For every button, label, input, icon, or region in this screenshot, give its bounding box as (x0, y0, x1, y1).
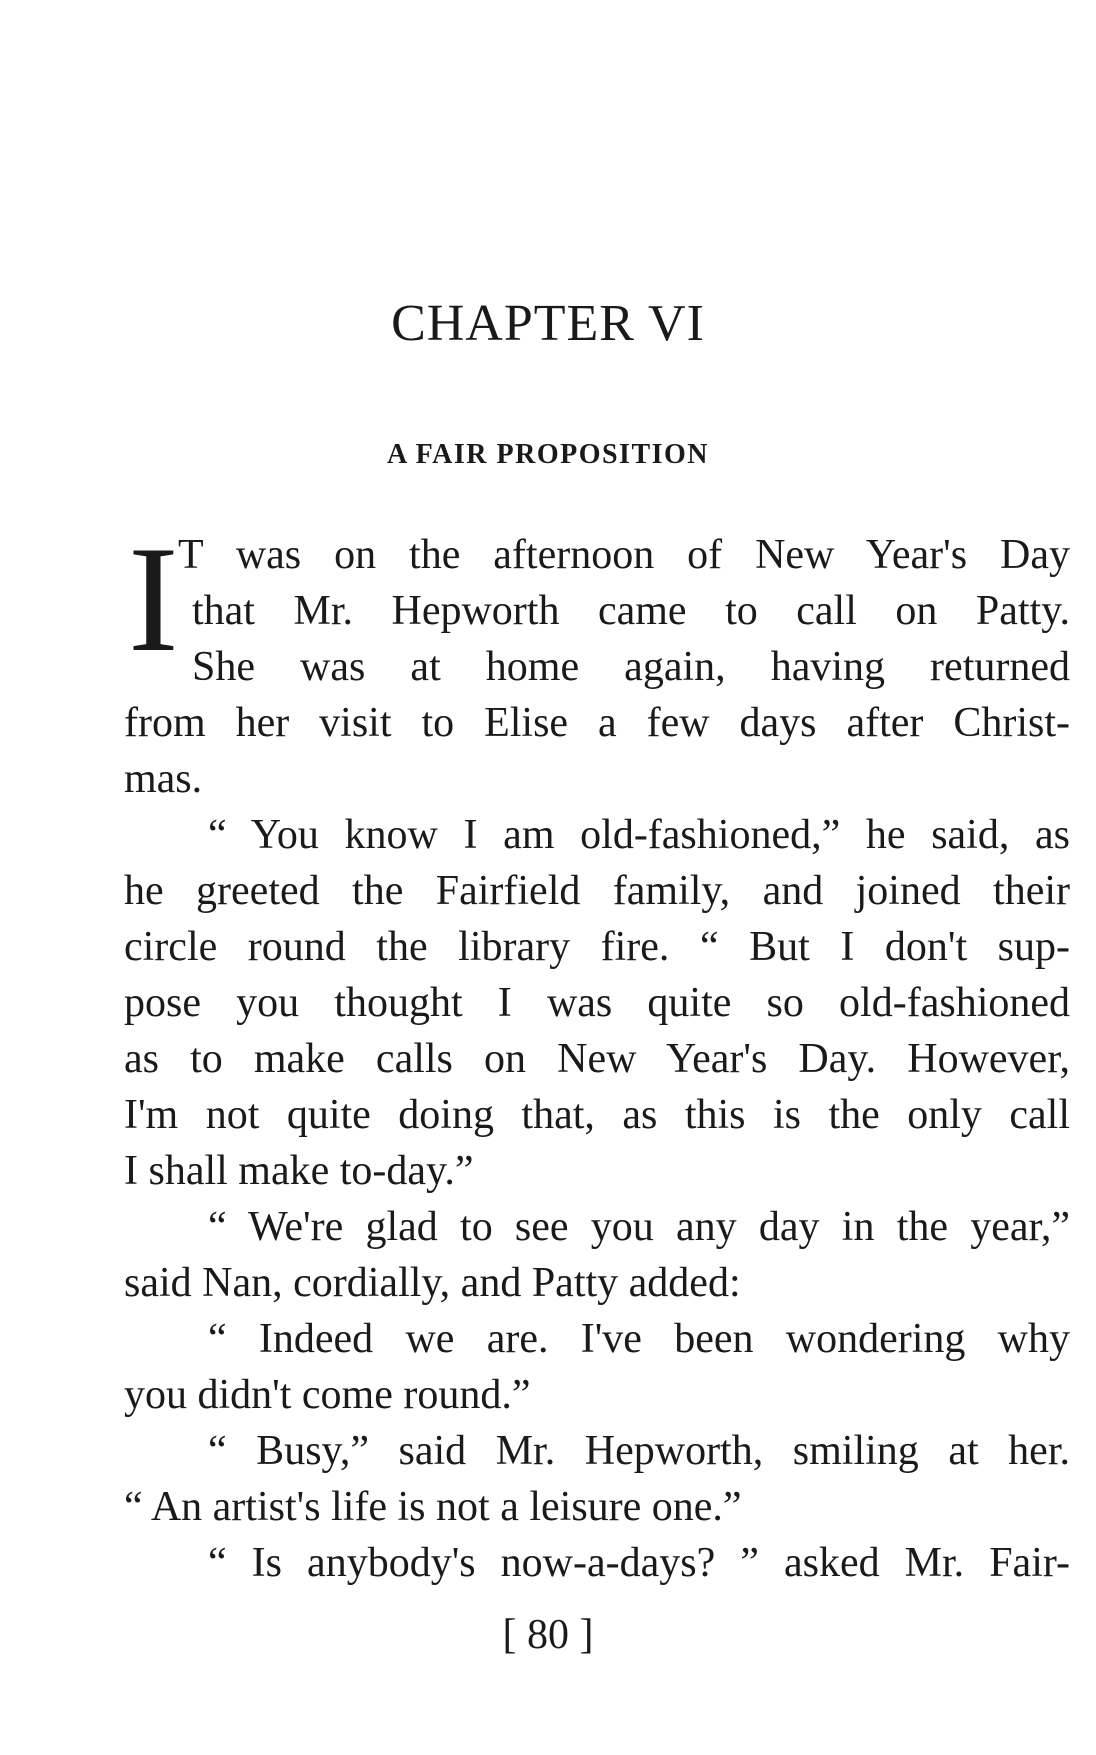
text-line: “ Is anybody's now-a-days? ” asked Mr. Fair- (208, 1540, 1070, 1586)
chapter-title: CHAPTER VI (391, 295, 705, 352)
text-line: that Mr. Hepworth came to call on Patty. (192, 588, 1070, 634)
text-line: from her visit to Elise a few days after Christ- (124, 700, 1070, 746)
text-line: “ You know I am old-fashioned,” he said, as (208, 812, 1070, 858)
drop-cap: I (128, 535, 179, 683)
text-line: T was on the afternoon of New Year's Day (178, 532, 1070, 578)
text-line: She was at home again, having returned (192, 644, 1070, 690)
text-line: pose you thought I was quite so old-fashioned (124, 980, 1070, 1026)
opening-paragraph (124, 527, 1070, 695)
body-text (124, 527, 1070, 1591)
text-line: you didn't come round.” (124, 1372, 531, 1418)
text-line: said Nan, cordially, and Patty added: (124, 1260, 741, 1306)
text-line: I'm not quite doing that, as this is the only call (124, 1092, 1070, 1138)
text-line: as to make calls on New Year's Day. However, (124, 1036, 1070, 1082)
text-line: “ Indeed we are. I've been wondering why (208, 1316, 1070, 1362)
page-number: [ 80 ] (502, 1612, 594, 1658)
text-line: he greeted the Fairfield family, and joined their (124, 868, 1070, 914)
section-title: A FAIR PROPOSITION (386, 439, 710, 470)
text-line: “ We're glad to see you any day in the year,” (208, 1204, 1070, 1250)
text-line: circle round the library fire. “ But I don't sup- (124, 924, 1070, 970)
text-line: “ An artist's life is not a leisure one.” (124, 1484, 742, 1530)
text-line: “ Busy,” said Mr. Hepworth, smiling at her. (208, 1428, 1070, 1474)
text-line: I shall make to-day.” (124, 1148, 474, 1194)
text-line: mas. (124, 756, 203, 802)
